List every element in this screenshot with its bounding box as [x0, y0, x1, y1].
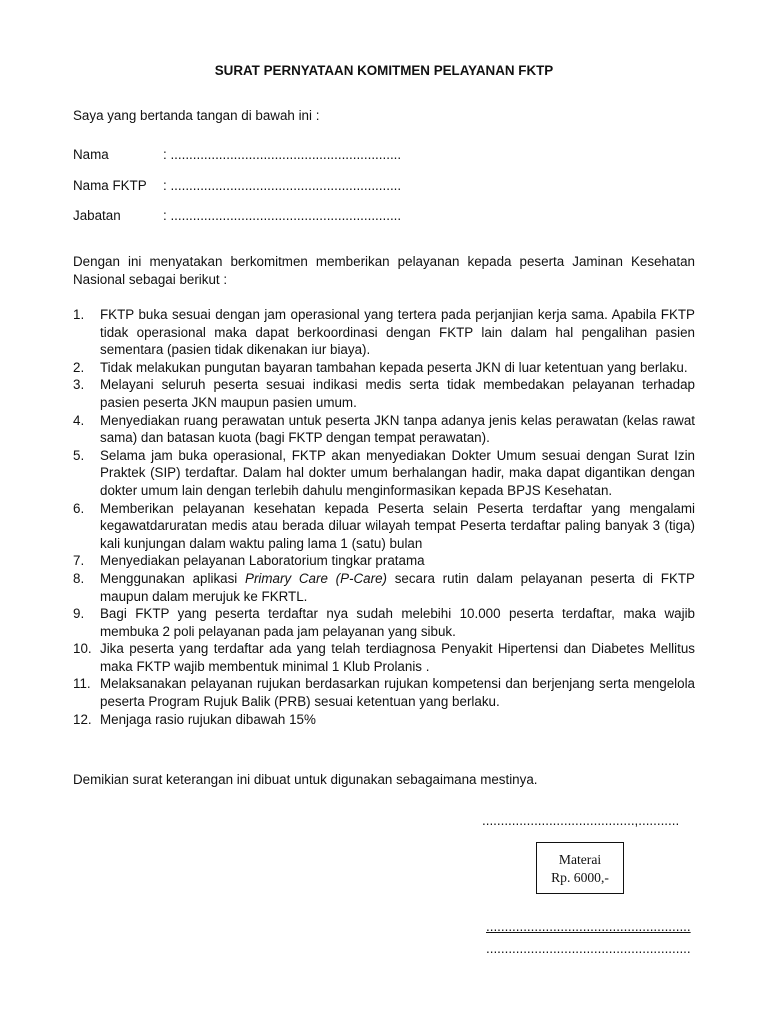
item-text: Menyediakan pelayanan Laboratorium tingkar pratama [100, 553, 425, 569]
item-text: Menyediakan ruang perawatan untuk peserta JKN tanpa adanya jenis kelas perawatan (kelas rawat sama) dan batasan kuota (bagi FKTP dengan tempat perawatan). [100, 412, 695, 446]
item-text: Melaksanakan pelayanan rujukan berdasarkan rujukan kompetensi dan berjenjang serta mengelola peserta Program Rujuk Balik (PRB) sesuai ketentuan yang berlaku. [100, 676, 695, 710]
list-item [73, 412, 695, 447]
item-text: Tidak melakukan pungutan bayaran tambahan kepada peserta JKN di luar ketentuan yang berlaku. [100, 359, 688, 375]
list-item [73, 711, 695, 729]
item-text: Bagi FKTP yang peserta terdaftar nya sudah melebihi 10.000 peserta terdaftar, maka wajib membuka 2 poli pelayanan pada jam pelayanan yang sibuk. [100, 606, 695, 639]
list-item [73, 675, 695, 710]
field-label: Jabatan [73, 208, 121, 223]
list-item [73, 552, 695, 570]
list-item [73, 376, 695, 411]
field-jabatan [73, 207, 401, 225]
item-text: Jika peserta yang terdaftar ada yang telah terdiagnosa Penyakit Hipertensi dan Diabetes Mellitus maka FKTP wajib membentuk minimal 1 Klub Prolanis . [100, 641, 695, 674]
document-title: SURAT PERNYATAAN KOMITMEN PELAYANAN FKTP [214, 63, 554, 78]
list-item [73, 359, 695, 377]
item-number: 9. [73, 606, 85, 622]
signatory-name-line: ....................................................... [486, 919, 691, 934]
item-number: 4. [73, 412, 85, 428]
field-label: Nama [73, 147, 109, 162]
list-item [73, 306, 695, 359]
item-text-italic: Primary Care (P-Care) [245, 570, 387, 586]
item-text: Memberikan pelayanan kesehatan kepada Peserta selain Peserta terdaftar yang mengalami kegawatdaruratan medis atau berada diluar wilayah tempat Peserta terdaftar paling banyak 3 (tiga) kali kunjungan dalam waktu paling lama 1 (satu) bulan [100, 500, 695, 551]
intro-text: Saya yang bertanda tangan di bawah ini : [73, 108, 320, 123]
item-text: Selama jam buka operasional, FKTP akan menyediakan Dokter Umum sesuai dengan Surat Izin Praktek (SIP) terdaftar. Dalam hal dokter umum berhalangan hadir, maka dapat digantikan dengan dokter umum lain dengan terlebih dahulu menginformasikan kepada BPJS Kesehatan. [100, 447, 695, 498]
item-text: FKTP buka sesuai dengan jam operasional yang tertera pada perjanjian kerja sama. Apabila FKTP tidak operasional maka dapat berkoordinasi dengan FKTP lain dalam hal pengalihan pasien sementara (pasien tidak dikenakan iur biaya). [100, 307, 695, 358]
list-item [73, 640, 695, 675]
item-text: Menjaga rasio rujukan dibawah 15% [100, 711, 316, 727]
item-number: 5. [73, 447, 85, 463]
field-value: : .............................................................. [163, 178, 402, 193]
item-number: 6. [73, 500, 85, 516]
field-value: : .............................................................. [163, 147, 402, 162]
field-value: : .............................................................. [163, 208, 402, 223]
list-item [73, 500, 695, 553]
item-number: 3. [73, 377, 85, 393]
item-number: 8. [73, 570, 85, 586]
field-label: Nama FKTP [73, 178, 147, 193]
list-item [73, 605, 695, 640]
statement-text: Dengan ini menyatakan berkomitmen memberikan pelayanan kepada peserta Jaminan Kesehatan Nasional sebagai berikut : [73, 254, 695, 287]
place-date-line: .........................................,........... [482, 813, 680, 828]
item-number: 10. [73, 641, 92, 657]
list-item [73, 447, 695, 500]
materai-value: Rp. 6000,- [551, 870, 609, 885]
field-nama [73, 146, 401, 164]
commitment-list [73, 306, 695, 728]
item-text: secara rutin dalam pelayanan peserta di FKTP maupun dalam merujuk ke FKRTL. [100, 570, 695, 604]
item-number: 12. [73, 711, 92, 727]
field-nama-fktp [73, 177, 401, 195]
item-text: Melayani seluruh peserta sesuai indikasi medis serta tidak membedakan pelayanan terhadap pasien peserta JKN maupun pasien umum. [100, 377, 695, 410]
closing-text: Demikian surat keterangan ini dibuat untuk digunakan sebagaimana mestinya. [73, 772, 538, 787]
materai-label: Materai [558, 852, 602, 867]
item-number: 11. [73, 676, 91, 692]
item-text: Menggunakan aplikasi [100, 570, 246, 586]
list-item [73, 570, 695, 605]
signatory-title-line: ....................................................... [486, 941, 691, 956]
item-number: 2. [73, 359, 85, 375]
item-number: 1. [73, 307, 85, 322]
item-number: 7. [73, 553, 85, 569]
materai-stamp-box [536, 842, 624, 894]
